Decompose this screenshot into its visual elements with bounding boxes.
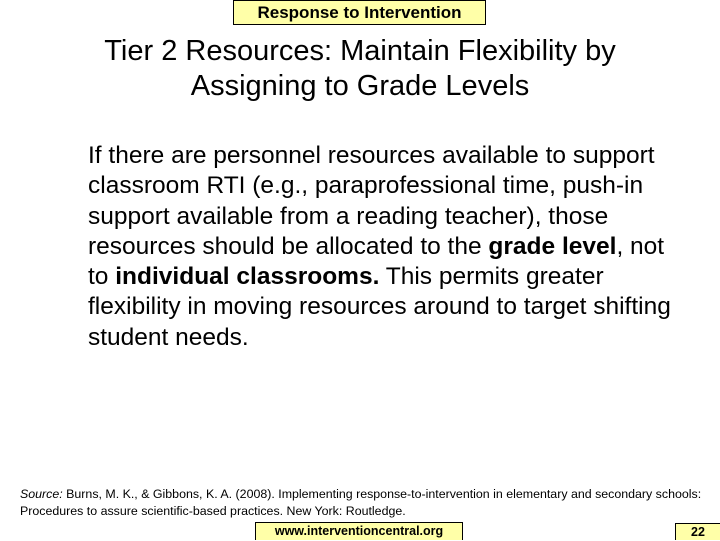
page-number-box (675, 523, 720, 540)
body-text-part-1: If there are personnel resources available to support classroom RTI (e.g., paraprofessional time, push-in support available from a reading teacher), those resources should be allocated to the (88, 142, 655, 260)
page-number: 22 (691, 525, 705, 539)
body-text-part-3: This permits greater flexibility in moving resources around to target shifting student needs. (88, 263, 671, 351)
body-bold-individual-classrooms: individual classrooms. (115, 263, 380, 291)
body-bold-grade-level: grade level (488, 232, 617, 260)
footer-url-banner (255, 522, 463, 540)
header-banner-text: Response to Intervention (257, 3, 462, 22)
source-label: Source: (20, 487, 63, 501)
slide-title-line-1: Tier 2 Resources: Maintain Flexibility by (104, 35, 616, 67)
footer-url-text: www.interventioncentral.org (274, 524, 444, 538)
slide-title (40, 34, 680, 104)
body-paragraph (88, 141, 688, 353)
body-text-part-2: , not to (88, 232, 665, 291)
source-text: Burns, M. K., & Gibbons, K. A. (2008). Implementing response-to-intervention in elementary and secondary schools: Procedures to assure scientific-based practices. New York: Routledge. (20, 487, 702, 518)
header-banner (233, 0, 486, 25)
source-citation (20, 486, 710, 520)
slide-title-line-2: Assigning to Grade Levels (190, 70, 530, 102)
